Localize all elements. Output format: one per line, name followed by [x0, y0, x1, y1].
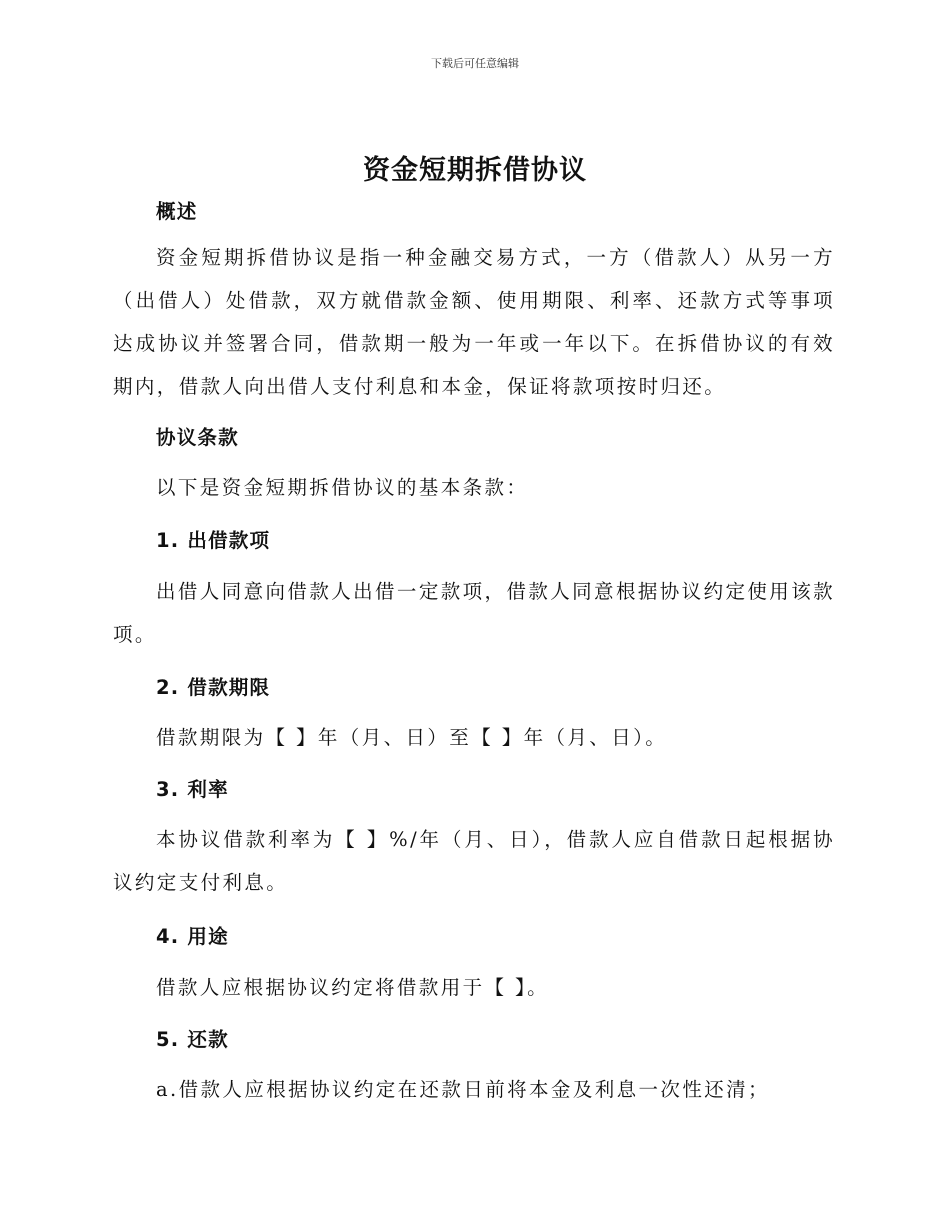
item4-paragraph: 借款人应根据协议约定将借款用于【 】。 — [156, 976, 550, 999]
header-note: 下载后可任意编辑 — [431, 57, 519, 70]
overview-heading: 概述 — [156, 200, 198, 223]
terms-intro-paragraph: 以下是资金短期拆借协议的基本条款： — [156, 476, 529, 499]
item2-paragraph: 借款期限为【 】年（月、日）至【 】年（月、日）。 — [156, 726, 668, 749]
item3-heading: 3. 利率 — [156, 778, 229, 801]
terms-heading: 协议条款 — [156, 426, 239, 449]
item1-paragraph: 出借人同意向借款人出借一定款项，借款人同意根据协议约定使用该款项。 — [113, 580, 835, 646]
item4-heading: 4. 用途 — [156, 925, 229, 948]
item1-heading: 1. 出借款项 — [156, 529, 271, 552]
document-title: 资金短期拆借协议 — [363, 155, 587, 186]
item5-paragraph: a.借款人应根据协议约定在还款日前将本金及利息一次性还清； — [156, 1078, 770, 1101]
item3-paragraph: 本协议借款利率为【 】%/年（月、日），借款人应自借款日起根据协议约定支付利息。 — [113, 828, 835, 894]
item5-heading: 5. 还款 — [156, 1028, 229, 1051]
item2-heading: 2. 借款期限 — [156, 676, 271, 699]
overview-paragraph: 资金短期拆借协议是指一种金融交易方式，一方（借款人）从另一方（出借人）处借款，双方就借款金额、使用期限、利率、还款方式等事项达成协议并签署合同，借款期一般为一年或一年以下。在拆借协议的有效期内，借款人向出借人支付利息和本金，保证将款项按时归还。 — [113, 246, 835, 398]
